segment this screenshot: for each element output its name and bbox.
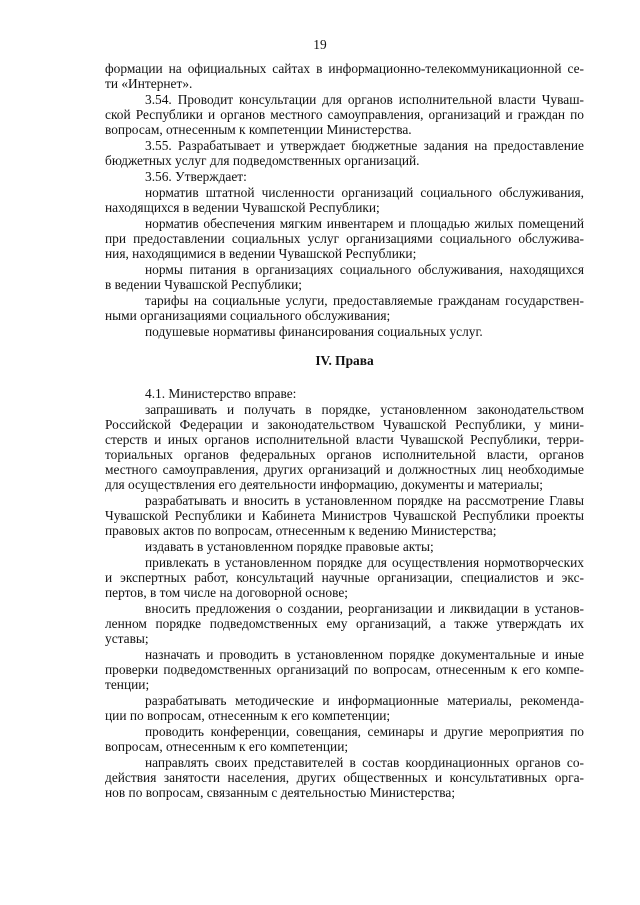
paragraph [105, 293, 584, 323]
paragraph [105, 92, 584, 137]
paragraph [105, 386, 584, 401]
section-4-rights [105, 386, 584, 800]
text-line: издавать в установленном порядке правовые акты; [145, 539, 434, 554]
text-line: бюджетных услуг для подведомственных организаций. [105, 153, 420, 168]
text-line: стерств и иных органов исполнительной власти Чувашской Республики, терри- [105, 432, 584, 447]
text-line: правовых актов по вопросам, отнесенным к ведению Министерства; [105, 523, 497, 538]
text-line: тенции; [105, 677, 150, 692]
text-line: запрашивать и получать в порядке, установленном законодательством [145, 402, 584, 417]
document-body [105, 61, 584, 801]
text-line: 4.1. Министерство вправе: [145, 386, 297, 401]
paragraph [105, 61, 584, 91]
text-line: проверки подведомственных организаций по вопросам, отнесенным к его компе- [105, 662, 584, 677]
text-line: подушевые нормативы финансирования социальных услуг. [145, 324, 483, 339]
paragraph [105, 216, 584, 261]
section-3-tail [105, 61, 584, 339]
paragraph [105, 601, 584, 646]
text-line: ленном порядке подведомственных ему организаций, а также утверждать их [105, 616, 584, 631]
paragraph [105, 138, 584, 168]
text-line: нов по вопросам, связанным с деятельностью Министерства; [105, 785, 456, 800]
text-line: норматив штатной численности организаций социального обслуживания, [145, 185, 584, 200]
text-line: в ведении Чувашской Республики; [105, 277, 302, 292]
paragraph [105, 539, 584, 554]
text-line: направлять своих представителей в состав координационных органов со- [145, 755, 584, 770]
text-line: местного самоуправления, других организаций и должностных лиц необходимые [105, 462, 584, 477]
paragraph [105, 262, 584, 292]
text-line: для осуществления его деятельности информацию, документы и материалы; [105, 477, 543, 492]
text-line: 3.55. Разрабатывает и утверждает бюджетные задания на предоставление [145, 138, 584, 153]
text-line: формации на официальных сайтах в информационно-телекоммуникационной се- [105, 61, 584, 76]
text-line: ции по вопросам, отнесенным к его компетенции; [105, 708, 391, 723]
text-line: нормы питания в организациях социального обслуживания, находящихся [145, 262, 584, 277]
text-line: тарифы на социальные услуги, предоставляемые гражданам государствен- [145, 293, 584, 308]
paragraph [105, 493, 584, 538]
paragraph [105, 693, 584, 723]
paragraph [105, 647, 584, 692]
text-line: и экспертных работ, консультаций научные организации, специалистов и экс- [105, 570, 584, 585]
text-line: 3.54. Проводит консультации для органов исполнительной власти Чуваш- [145, 92, 584, 107]
paragraph [105, 324, 584, 339]
text-line: находящихся в ведении Чувашской Республики; [105, 200, 380, 215]
text-line: вопросам, отнесенным к его компетенции; [105, 739, 349, 754]
text-line: ской Республики и органов местного самоуправления, организаций и граждан по [105, 107, 584, 122]
text-line: норматив обеспечения мягким инвентарем и площадью жилых помещений [145, 216, 584, 231]
paragraph [105, 755, 584, 800]
text-line: назначать и проводить в установленном порядке документальные и иные [145, 647, 584, 662]
paragraph [105, 169, 584, 184]
text-line: разрабатывать методические и информационные материалы, рекоменда- [145, 693, 584, 708]
text-line: Чувашской Республики и Кабинета Министров Чувашской Республики проекты [105, 508, 584, 523]
text-line: уставы; [105, 631, 149, 646]
paragraph [105, 185, 584, 215]
text-line: ториальных органов федеральных органов исполнительной власти, органов [105, 447, 584, 462]
text-line: Российской Федерации и законодательством Чувашской Республики, у мини- [105, 417, 584, 432]
text-line: при предоставлении социальных услуг организациями социального обслужива- [105, 231, 584, 246]
text-line: проводить конференции, совещания, семинары и другие мероприятия по [145, 724, 584, 739]
text-line: пертов, в том числе на договорной основе; [105, 585, 348, 600]
text-line: привлекать в установленном порядке для осуществления нормотворческих [145, 555, 584, 570]
text-line: вопросам, отнесенным к компетенции Министерства. [105, 122, 412, 137]
text-line: 3.56. Утверждает: [145, 169, 247, 184]
text-line: ти «Интернет». [105, 76, 193, 91]
paragraph [105, 724, 584, 754]
text-line: вносить предложения о создании, реорганизации и ликвидации в установ- [145, 601, 584, 616]
text-line: разрабатывать и вносить в установленном порядке на рассмотрение Главы [145, 493, 584, 508]
paragraph [105, 402, 584, 492]
section-heading: IV. Права [315, 353, 374, 368]
paragraph [105, 555, 584, 600]
text-line: ния, находящимися в ведении Чувашской Республики; [105, 246, 417, 261]
text-line: действия занятости населения, других общественных и консультативных орга- [105, 770, 584, 785]
text-line: ными организациями социального обслуживания; [105, 308, 391, 323]
page-number: 19 [313, 37, 327, 52]
